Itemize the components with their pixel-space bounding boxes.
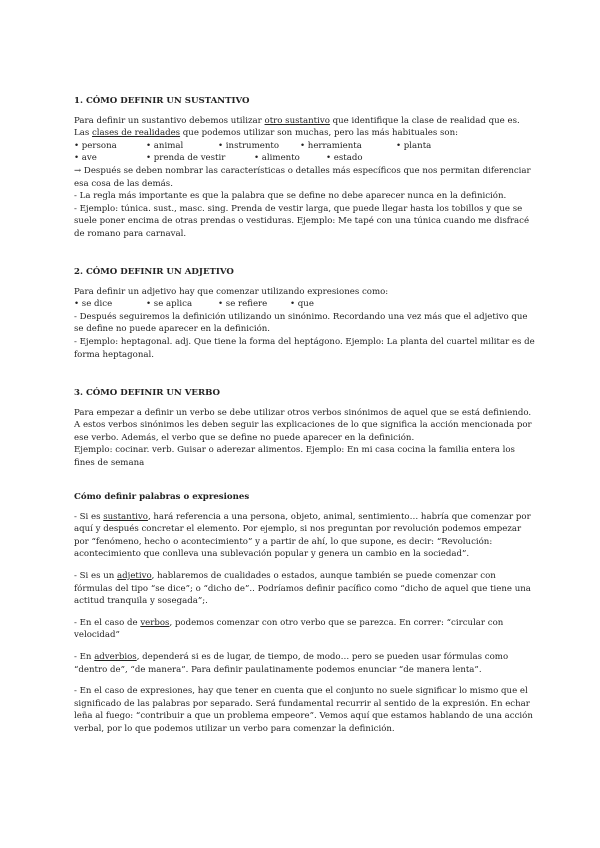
underlined-term: adjetivo bbox=[117, 570, 152, 581]
bullet-item: • se aplica bbox=[146, 299, 193, 310]
section-title: 3. CÓMO DEFINIR UN VERBO bbox=[74, 388, 221, 398]
bullet-item: • ave bbox=[74, 153, 97, 164]
text: - En bbox=[74, 651, 95, 662]
bullet-item: • que bbox=[290, 299, 314, 310]
paragraph bbox=[74, 127, 536, 140]
text: - Si es un bbox=[74, 570, 118, 581]
bullet-item: • prenda de vestir bbox=[146, 153, 226, 164]
bullet-item: • se dice bbox=[74, 299, 113, 310]
text: , dependerá si es de lugar, de tiempo, de modo… pero se pueden usar fórmulas como “dentro de”, “de manera”. Para definir paulatinamente podemos enunciar “de manera lenta”. bbox=[74, 651, 509, 675]
text: que identifique la clase de realidad que es. bbox=[329, 115, 520, 126]
section-title: Cómo definir palabras o expresiones bbox=[74, 492, 250, 502]
paragraph: - Ejemplo: heptagonal. adj. Que tiene la forma del heptágono. Ejemplo: La planta del cuartel militar es de forma heptagonal. bbox=[74, 336, 535, 360]
bullet-item: • estado bbox=[326, 153, 363, 164]
section-sustantivo bbox=[74, 95, 536, 241]
paragraph bbox=[74, 570, 536, 608]
section-verbo bbox=[74, 387, 536, 470]
underlined-term: adverbios bbox=[94, 651, 137, 662]
paragraph: - Después seguiremos la definición utilizando un sinónimo. Recordando una vez más que el adjetivo que se define no puede aparecer en la definición. bbox=[74, 311, 528, 335]
bullet-row bbox=[74, 140, 536, 153]
text: que podemos utilizar son muchas, pero las más habituales son: bbox=[180, 128, 459, 139]
underlined-term: verbos bbox=[140, 617, 170, 628]
bullet-item: • herramienta bbox=[300, 140, 362, 151]
bullet-item: • animal bbox=[146, 140, 184, 151]
section-title: 2. CÓMO DEFINIR UN ADJETIVO bbox=[74, 267, 234, 277]
text: Para definir un sustantivo debemos utilizar bbox=[74, 115, 265, 126]
paragraph bbox=[74, 115, 536, 128]
text: Las bbox=[74, 128, 92, 139]
paragraph: → Después se deben nombrar las características o detalles más específicos que nos permitan diferenciar esa cosa de las demás. bbox=[74, 165, 531, 189]
paragraph bbox=[74, 617, 536, 642]
text: , hará referencia a una persona, objeto, animal, sentimiento… habría que comenzar por aquí y después concretar el elemento. Por ejemplo, si nos preguntan por revolución podemos empezar por “fenómeno, hecho o acontecimiento” y a partir de ahí, lo que supone, es decir: “Revolución: acontecimiento que conlleva una sublevación popular y genera un cambio en la sociedad”. bbox=[74, 511, 531, 560]
section-title: 1. CÓMO DEFINIR UN SUSTANTIVO bbox=[74, 96, 250, 106]
section-palabras-expresiones bbox=[74, 491, 536, 736]
underlined-term: clases de realidades bbox=[91, 128, 181, 139]
paragraph bbox=[74, 651, 536, 676]
text: , hablaremos de cualidades o estados, aunque también se puede comenzar con fórmulas del tipo “se dice”; o “dicho de”.. Podríamos definir pacífico como “dicho de aquel que tiene una actitud tranquila y sosegada”;. bbox=[74, 570, 531, 607]
paragraph: Ejemplo: cocinar. verb. Guisar o aderezar alimentos. Ejemplo: En mi casa cocina la familia entera los fines de semana bbox=[74, 445, 515, 468]
bullet-row bbox=[74, 298, 536, 311]
bullet-item: • se refiere bbox=[218, 299, 268, 310]
paragraph: - Ejemplo: túnica. sust., masc. sing. Prenda de vestir larga, que puede llegar hasta los tobillos y que se suele poner encima de otras prendas o vestiduras. Ejemplo: Me tapé con una túnica cuando me disfracé de romano para carnaval. bbox=[74, 203, 530, 239]
bullet-item: • instrumento bbox=[218, 140, 279, 151]
underlined-term: otro sustantivo bbox=[264, 115, 330, 126]
bullet-row bbox=[74, 152, 536, 165]
bullet-item: • planta bbox=[396, 140, 432, 151]
text: , podemos comenzar con otro verbo que se parezca. En correr: “circular con velocidad” bbox=[74, 617, 504, 641]
paragraph bbox=[74, 511, 536, 561]
paragraph: Para definir un adjetivo hay que comenzar utilizando expresiones como: bbox=[74, 286, 389, 297]
section-adjetivo bbox=[74, 266, 536, 361]
paragraph: - En el caso de expresiones, hay que tener en cuenta que el conjunto no suele significar lo mismo que el significado de las palabras por separado. Será fundamental recurrir al sentido de la expresión. En echar leña al fuego: “contribuir a que un problema empeore”. Vemos aquí que estamos hablando de una acción verbal, por lo que podemos utilizar un verbo para comenzar la definición. bbox=[74, 686, 533, 734]
bullet-item: • alimento bbox=[254, 153, 300, 164]
text: - Si es bbox=[74, 511, 104, 522]
paragraph: - La regla más importante es que la palabra que se define no debe aparecer nunca en la definición. bbox=[74, 191, 507, 202]
underlined-term: sustantivo bbox=[103, 511, 148, 522]
paragraph: Para empezar a definir un verbo se debe utilizar otros verbos sinónimos de aquel que se está definiendo. A estos verbos sinónimos les deben seguir las explicaciones de lo que significa la acción mencionada por ese verbo. Además, el verbo que se define no puede aparecer en la definición. bbox=[74, 407, 532, 443]
bullet-item: • persona bbox=[74, 140, 117, 151]
text: - En el caso de bbox=[74, 617, 141, 628]
